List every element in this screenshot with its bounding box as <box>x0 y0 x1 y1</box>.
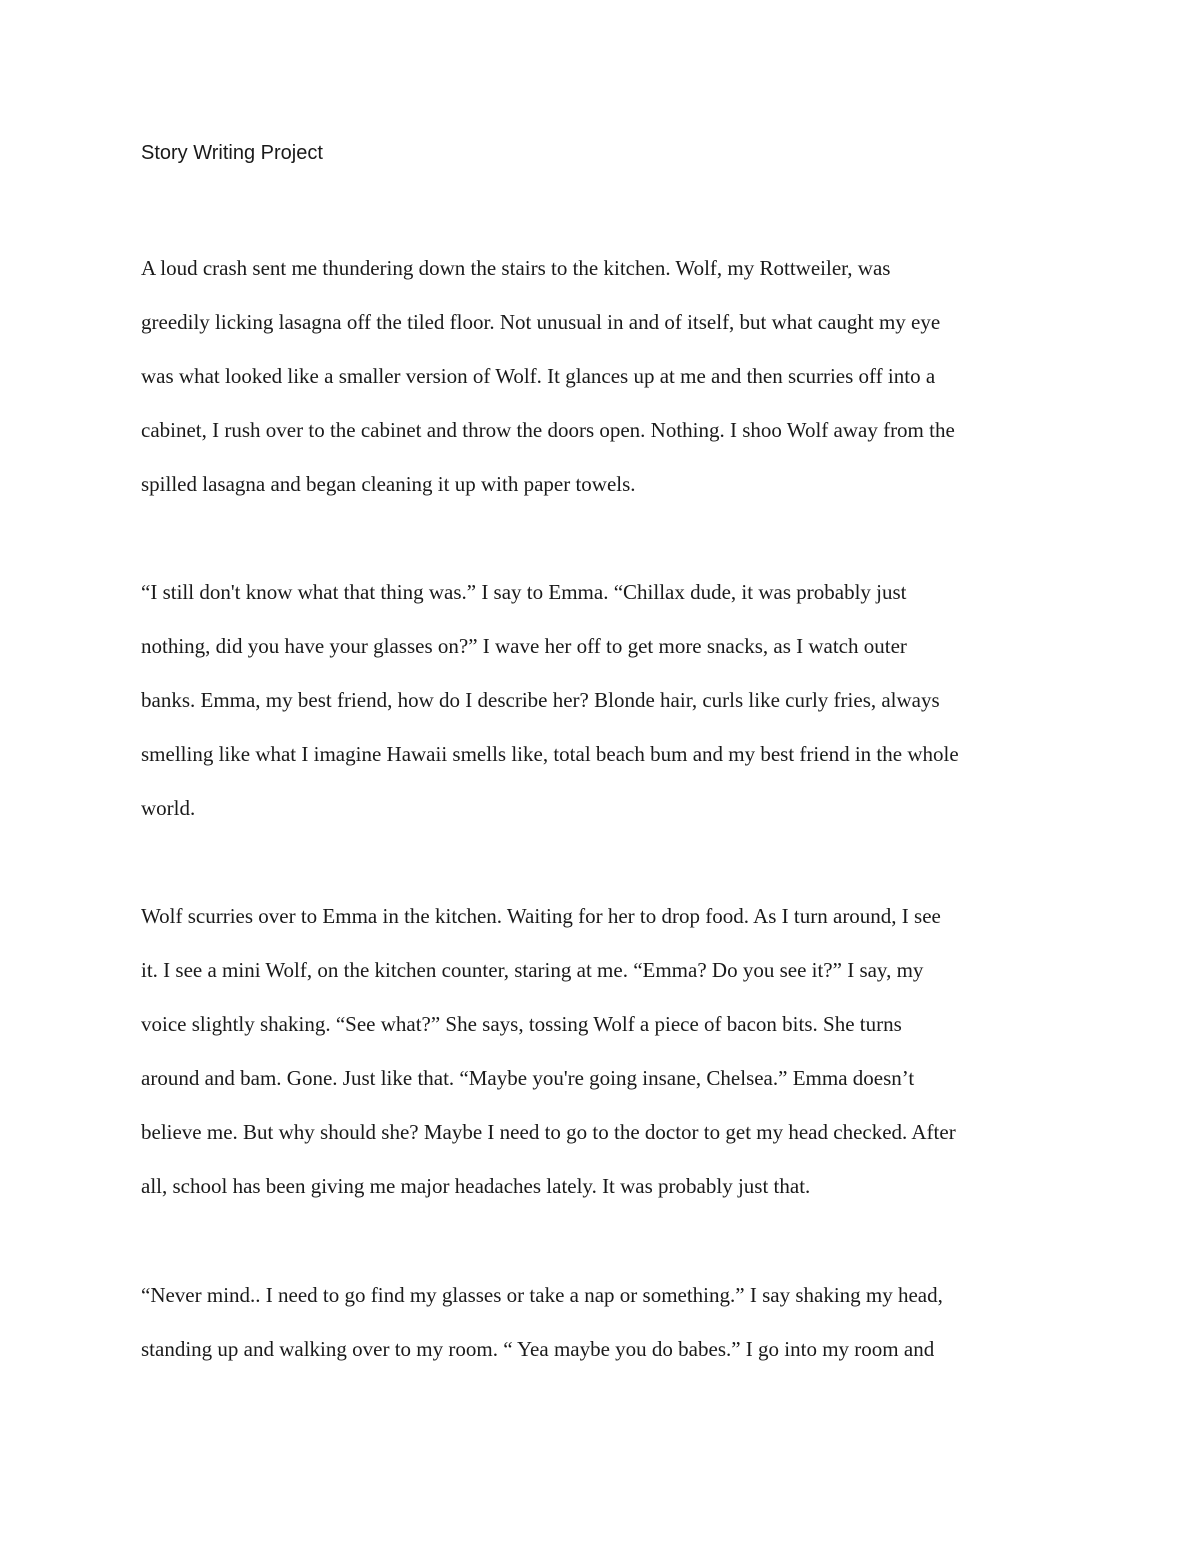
paragraph-2-line-1: “I still don't know what that thing was.” I say to Emma. “Chillax dude, it was probably just <box>141 580 907 604</box>
paragraph-1-line-1: A loud crash sent me thundering down the stairs to the kitchen. Wolf, my Rottweiler, was <box>141 256 891 280</box>
paragraph-2-line-4: smelling like what I imagine Hawaii smells like, total beach bum and my best friend in the whole <box>141 742 959 766</box>
paragraph-3-line-5: believe me. But why should she? Maybe I need to go to the doctor to get my head checked. After <box>141 1120 956 1144</box>
paragraph-3-line-4: around and bam. Gone. Just like that. “Maybe you're going insane, Chelsea.” Emma doesn’t <box>141 1066 915 1090</box>
paragraph-1-line-2: greedily licking lasagna off the tiled floor. Not unusual in and of itself, but what caught my eye <box>141 310 941 334</box>
paragraph-1-line-5: spilled lasagna and began cleaning it up with paper towels. <box>141 472 636 496</box>
paragraph-3-line-2: it. I see a mini Wolf, on the kitchen counter, staring at me. “Emma? Do you see it?” I say, my <box>141 958 924 982</box>
paragraph-1-line-4: cabinet, I rush over to the cabinet and throw the doors open. Nothing. I shoo Wolf away from the <box>141 418 955 442</box>
paragraph-3-line-3: voice slightly shaking. “See what?” She says, tossing Wolf a piece of bacon bits. She turns <box>141 1012 902 1036</box>
paragraph-2-line-3: banks. Emma, my best friend, how do I describe her? Blonde hair, curls like curly fries, always <box>141 688 940 712</box>
page-title: Story Writing Project <box>141 142 323 164</box>
paragraph-2-line-2: nothing, did you have your glasses on?” I wave her off to get more snacks, as I watch outer <box>141 634 907 658</box>
paragraph-4-line-2: standing up and walking over to my room. “ Yea maybe you do babes.” I go into my room and <box>141 1337 935 1361</box>
paragraph-2-line-5: world. <box>141 796 196 820</box>
paragraph-3-line-1: Wolf scurries over to Emma in the kitchen. Waiting for her to drop food. As I turn around, I see <box>141 904 941 928</box>
paragraph-4-line-1: “Never mind.. I need to go find my glasses or take a nap or something.” I say shaking my head, <box>141 1283 943 1307</box>
paragraph-1-line-3: was what looked like a smaller version of Wolf. It glances up at me and then scurries off into a <box>141 364 936 388</box>
paragraph-3-line-6: all, school has been giving me major headaches lately. It was probably just that. <box>141 1174 811 1198</box>
